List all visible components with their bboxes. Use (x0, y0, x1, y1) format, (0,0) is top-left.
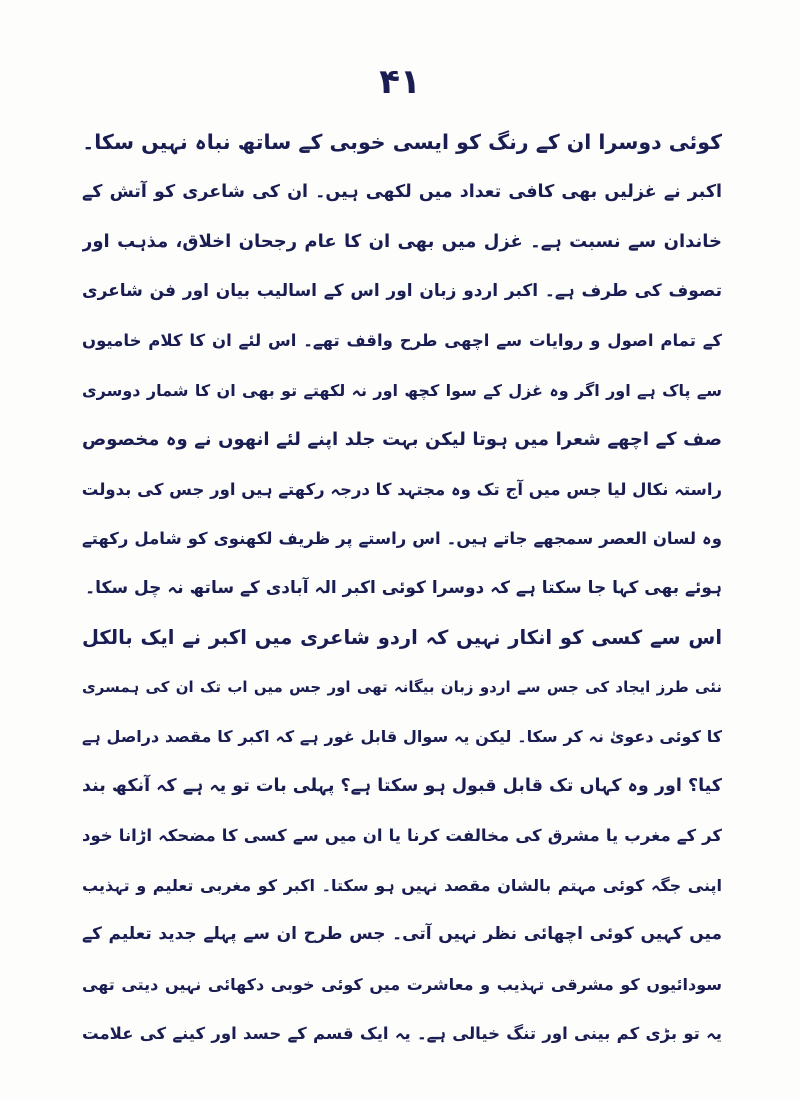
text-line: کر کے مغرب یا مشرق کی مخالفت کرنا یا ان میں سے کسی کا مضحکہ اڑانا خود (82, 826, 722, 845)
text-line: صف کے اچھے شعرا میں ہوتا لیکن بہت جلد اپنے لئے انھوں نے وہ مخصوص (82, 429, 722, 450)
text-line: اپنی جگہ کوئی مہتم بالشان مقصد نہیں ہو سکتا۔ اکبر کو مغربی تعلیم و تہذیب (82, 875, 722, 895)
text-line: سے پاک ہے اور اگر وہ غزل کے سوا کچھ اور نہ لکھتے تو بھی ان کا شمار دوسری (82, 380, 722, 400)
body-text (82, 118, 722, 1059)
text-line: اس سے کسی کو انکار نہیں کہ اردو شاعری میں اکبر نے ایک بالکل (82, 626, 722, 649)
text-line: کے تمام اصول و روایات سے اچھی طرح واقف تھے۔ اس لئے ان کا کلام خامیوں (82, 331, 722, 350)
text-line: یہ تو بڑی کم بینی اور تنگ خیالی ہے۔ یہ ایک قسم کے حسد اور کینے کی علامت (82, 1024, 722, 1043)
text-line: راستہ نکال لیا جس میں آج تک وہ مجتہد کا درجہ رکھتے ہیں اور جس کی بدولت (82, 479, 722, 499)
text-line: میں کہیں کوئی اچھائی نظر نہیں آتی۔ جس طرح ان سے پہلے جدید تعلیم کے (82, 924, 722, 944)
page-number: ۴۱ (379, 62, 421, 102)
text-line: سودائیوں کو مشرقی تہذیب و معاشرت میں کوئی خوبی دکھائی نہیں دیتی تھی (82, 974, 722, 994)
text-line: ہوئے بھی کہا جا سکتا ہے کہ دوسرا کوئی اکبر الہ آبادی کے ساتھ نہ چل سکا۔ (85, 577, 722, 598)
text-line: کیا؟ اور وہ کہاں تک قابل قبول ہو سکتا ہے؟ پہلی بات تو یہ ہے کہ آنکھ بند (82, 775, 722, 796)
text-line: کوئی دوسرا ان کے رنگ کو ایسی خوبی کے ساتھ نباہ نہیں سکا۔ (82, 130, 722, 154)
text-line: نئی طرز ایجاد کی جس سے اردو زبان بیگانہ تھی اور جس میں اب تک ان کی ہمسری (82, 677, 722, 696)
text-line: وہ لسان العصر سمجھے جاتے ہیں۔ اس راستے پر ظریف لکھنوی کو شامل رکھتے (82, 529, 722, 548)
text-line: کا کوئی دعویٰ نہ کر سکا۔ لیکن یہ سوال قابل غور ہے کہ اکبر کا مقصد دراصل ہے (82, 727, 722, 746)
text-line: اکبر نے غزلیں بھی کافی تعداد میں لکھی ہیں۔ ان کی شاعری کو آتش کے (82, 181, 722, 202)
text-line: تصوف کی طرف ہے۔ اکبر اردو زبان اور اس کے اسالیب بیان اور فن شاعری (82, 280, 722, 301)
text-line: خاندان سے نسبت ہے۔ غزل میں بھی ان کا عام رجحان اخلاق، مذہب اور (82, 231, 722, 252)
